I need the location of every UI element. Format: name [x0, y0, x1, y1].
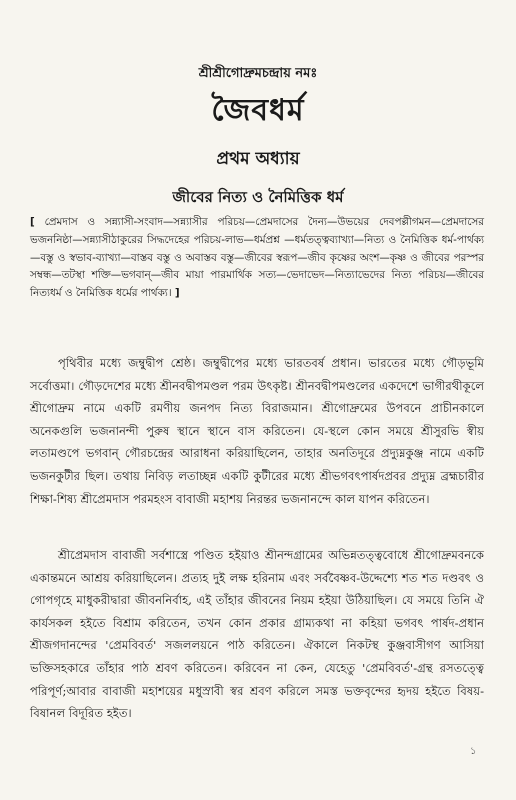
summary-text: প্রেমদাস ও সন্ন্যাসী-সংবাদ—সন্ন্যাসীর পরিচয়—প্রেমদাসের দৈন্য—উভয়ের দেবপল্লীগমন—প্রেমদাসের ভজননিষ্ঠা—সন্ন্যাসীঠাকুরের সিদ্ধদেহের পরিচয়-লাভ—ধর্মপ্রশ্ন —ধর্মতত্ত্বব্যাখ্যা—নিত্য ও নৈমিত্তিক ধর্ম-পার্থক্য—বস্তু ও স্বভাব-ব্যাখ্যা—বাস্তব বস্তু ও অবাস্তব বস্তু—জীবের স্বরূপ—জীব কৃষ্ণের অংশ—কৃষ্ণ ও জীবের পরস্পর সম্বন্ধ—তটস্থা শক্তি—ভগবান্—জীব মায়া পারমার্থিক সত্য—ভেদাভেদ—নিত্যাভেদের নিত্য পরিচয়—জীবের নিত্যধর্ম ও নৈমিত্তিক ধর্মের পার্থক্য। — [30, 216, 484, 300]
body-paragraph-2 — [30, 544, 484, 725]
page-number: ১ — [470, 746, 477, 757]
paragraph-text: শ্রীপ্রেমদাস বাবাজী সর্বশাস্ত্রে পণ্ডিত হইয়াও শ্রীনন্দগ্রামের অভিন্নতত্ত্ববোধে শ্রীগোদ্রুমবনকে একান্তমনে আশ্রয় করিয়াছিলেন। প্রত্যহ দুই লক্ষ হরিনাম এবং সর্ববৈষ্ণব-উদ্দেশ্যে শত শত দণ্ডবৎ ও গোপগৃহে মাধুকরীদ্বারা জীবননির্বাহ, এই তাঁহার জীবনের নিয়ম হইয়া উঠিয়াছিল। যে সময়ে তিনি ঐ কার্যসকল হইতে বিশ্রাম করিতেন, তখন কোন প্রকার গ্রাম্যকথা না কহিয়া ভগবৎ পার্ষদ-প্রধান শ্রীজগদানন্দের 'প্রেমবিবর্ত' সজললয়নে পাঠ করিতেন। ঐকালে নিকটস্থ কুঞ্জবাসীগণ আসিয়া ভক্তিসহকারে তাঁহার পাঠ শ্রবণ করিতেন। করিবেন না কেন, যেহেতু 'প্রেমবিবর্ত'-গ্রন্থ রসতত্ত্বে পরিপূর্ণ;আবার বাবাজী মহাশয়ের মধুস্রাবী স্বর শ্রবণ করিলে সমস্ত ভক্তবৃন্দের হৃদয় হইতে বিষয়-বিষানল বিদূরিত হইত। — [30, 548, 484, 721]
summary-close-bracket: ] — [174, 287, 180, 300]
section-heading: জীবের নিত্য ও নৈমিত্তিক ধর্ম — [172, 188, 344, 206]
paragraph-text: পৃথিবীর মধ্যে জম্বুদ্বীপ শ্রেষ্ঠ। জম্বুদ্বীপের মধ্যে ভারতবর্ষ প্রধান। ভারতের মধ্যে গৌড়ভূমি সর্বোত্তমা। গৌড়দেশের মধ্যে শ্রীনবদ্বীপমণ্ডল পরম উৎকৃষ্ট। শ্রীনবদ্বীপমণ্ডলের একদেশে ভাগীরথীকূলে শ্রীগোদ্রুম নামে একটি রমণীয় জনপদ নিত্য বিরাজমান। শ্রীগোদ্রুমের উপবনে প্রাচীনকালে অনেকগুলি ভজনানন্দী পুরুষ স্থানে স্থানে বাস করিতেন। যে-স্থলে কোন সময়ে শ্রীসুরভি স্বীয় লতামণ্ডপে ভগবান্ গৌরচন্দ্রের আরাধনা করিয়াছিলেন, তাহার অনতিদূরে প্রদ্যুম্নকুঞ্জ নামে একটি ভজনকুটীর ছিল। তথায় নিবিড় লতাচ্ছন্ন একটি কুটীরের মধ্যে শ্রীভগবৎপার্ষদপ্রবর প্রদ্যুম্ন ব্রহ্মচারীর শিক্ষা-শিষ্য শ্রীপ্রেমদাস পরমহংস বাবাজী মহাশয় নিরন্তর ভজনানন্দে কাল যাপন করিতেন। — [30, 356, 484, 506]
chapter-summary — [30, 214, 484, 303]
body-paragraph-1 — [30, 352, 484, 510]
book-title: জৈবধর্ম — [211, 93, 305, 128]
invocation-line: শ্রীশ্রীগোদ্রুমচন্দ্রায় নমঃ — [198, 66, 318, 81]
summary-open-bracket: [ — [30, 216, 35, 228]
chapter-heading: প্রথম অধ্যায় — [216, 149, 300, 169]
